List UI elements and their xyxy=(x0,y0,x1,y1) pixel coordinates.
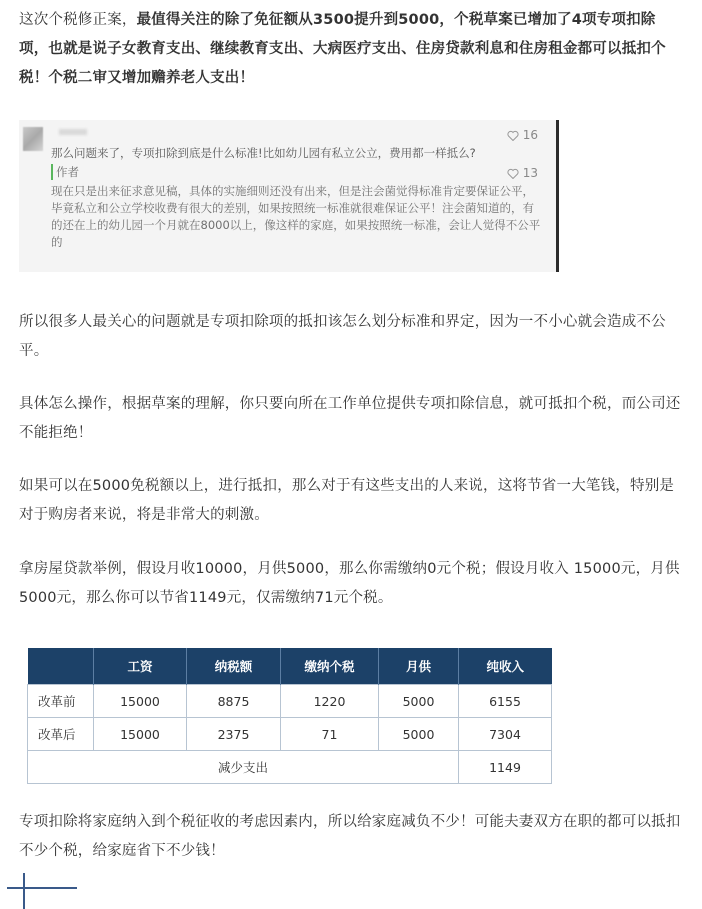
author-label: 作者 xyxy=(56,165,79,179)
paragraph-3: 如果可以在5000免税额以上，进行抵扣，那么对于有这些支出的人来说，这将节省一大笔钱，特别是对于购房者来说，将是非常大的刺激。 xyxy=(19,478,675,523)
author-like-count: 13 xyxy=(522,166,538,180)
table-summary-row xyxy=(28,751,552,784)
header-cell: 纯收入 xyxy=(459,648,552,685)
table-cell: 1220 xyxy=(281,685,379,718)
heart-icon xyxy=(507,130,519,141)
table-cell: 6155 xyxy=(459,685,552,718)
heart-icon xyxy=(507,168,519,179)
table-cell: 8875 xyxy=(187,685,281,718)
closing-paragraph: 专项扣除将家庭纳入到个税征收的考虑因素内，所以给家庭减负不少！可能夫妻双方在职的都可以抵扣不少个税，给家庭省下不少钱！ xyxy=(19,814,681,859)
summary-label: 减少支出 xyxy=(28,751,459,784)
header-cell: 纳税额 xyxy=(187,648,281,685)
table-cell: 2375 xyxy=(187,718,281,751)
header-cell xyxy=(28,648,94,685)
table-header-row xyxy=(28,648,552,685)
decorative-corner-line xyxy=(7,887,77,889)
intro-text: 这次个税修正案， xyxy=(19,12,137,28)
author-reply: 现在只是出来征求意见稿，具体的实施细则还没有出来，但是注会菌觉得标准肯定要保证公平，毕竟私立和公立学校收费有很大的差别，如果按照统一标准就很难保证公平！注会菌知道的，有的还在上的幼儿园一个月就在8000以上，像这样的家庭，如果按照统一标准，会让人觉得不公平的 xyxy=(51,184,541,249)
header-cell: 工资 xyxy=(94,648,187,685)
avatar xyxy=(23,127,43,151)
question-like-count: 16 xyxy=(522,128,538,142)
comment-question: 那么问题来了，专项扣除到底是什么标准!比如幼儿园有私立公立，费用都一样抵么? xyxy=(51,146,476,160)
paragraph-2: 具体怎么操作，根据草案的理解，你只要向所在工作单位提供专项扣除信息，就可抵扣个税，而公司还不能拒绝！ xyxy=(19,396,681,441)
row-label: 改革后 xyxy=(28,718,94,751)
comment-screenshot xyxy=(19,120,559,272)
author-like[interactable] xyxy=(507,166,538,180)
author-marker xyxy=(51,164,53,180)
intro-paragraph xyxy=(19,6,683,93)
table-cell: 5000 xyxy=(379,685,459,718)
table-cell: 15000 xyxy=(94,685,187,718)
intro-bold-text: 最值得关注的除了免征额从3500提升到5000，个税草案已增加了4项专项扣除项，也就是说子女教育支出、继续教育支出、大病医疗支出、住房贷款利息和住房租金都可以抵扣个税！个税二审又增加赡养老人支出！ xyxy=(19,12,666,86)
paragraph-1: 所以很多人最关心的问题就是专项扣除项的抵扣该怎么划分标准和界定，因为一不小心就会造成不公平。 xyxy=(19,314,666,359)
table-row xyxy=(28,718,552,751)
paragraph-4: 拿房屋贷款举例，假设月收10000，月供5000，那么你需缴纳0元个税；假设月收入 15000元，月供5000元，那么你可以节省1149元，仅需缴纳71元个税。 xyxy=(19,561,680,606)
tax-comparison-table xyxy=(27,648,551,784)
table-cell: 5000 xyxy=(379,718,459,751)
header-cell: 缴纳个税 xyxy=(281,648,379,685)
header-cell: 月供 xyxy=(379,648,459,685)
blurred-username xyxy=(59,129,87,135)
decorative-corner-line xyxy=(23,873,25,909)
table-cell: 71 xyxy=(281,718,379,751)
row-label: 改革前 xyxy=(28,685,94,718)
summary-value: 1149 xyxy=(459,751,552,784)
table-cell: 15000 xyxy=(94,718,187,751)
table-cell: 7304 xyxy=(459,718,552,751)
question-like[interactable] xyxy=(507,128,538,142)
table-row xyxy=(28,685,552,718)
